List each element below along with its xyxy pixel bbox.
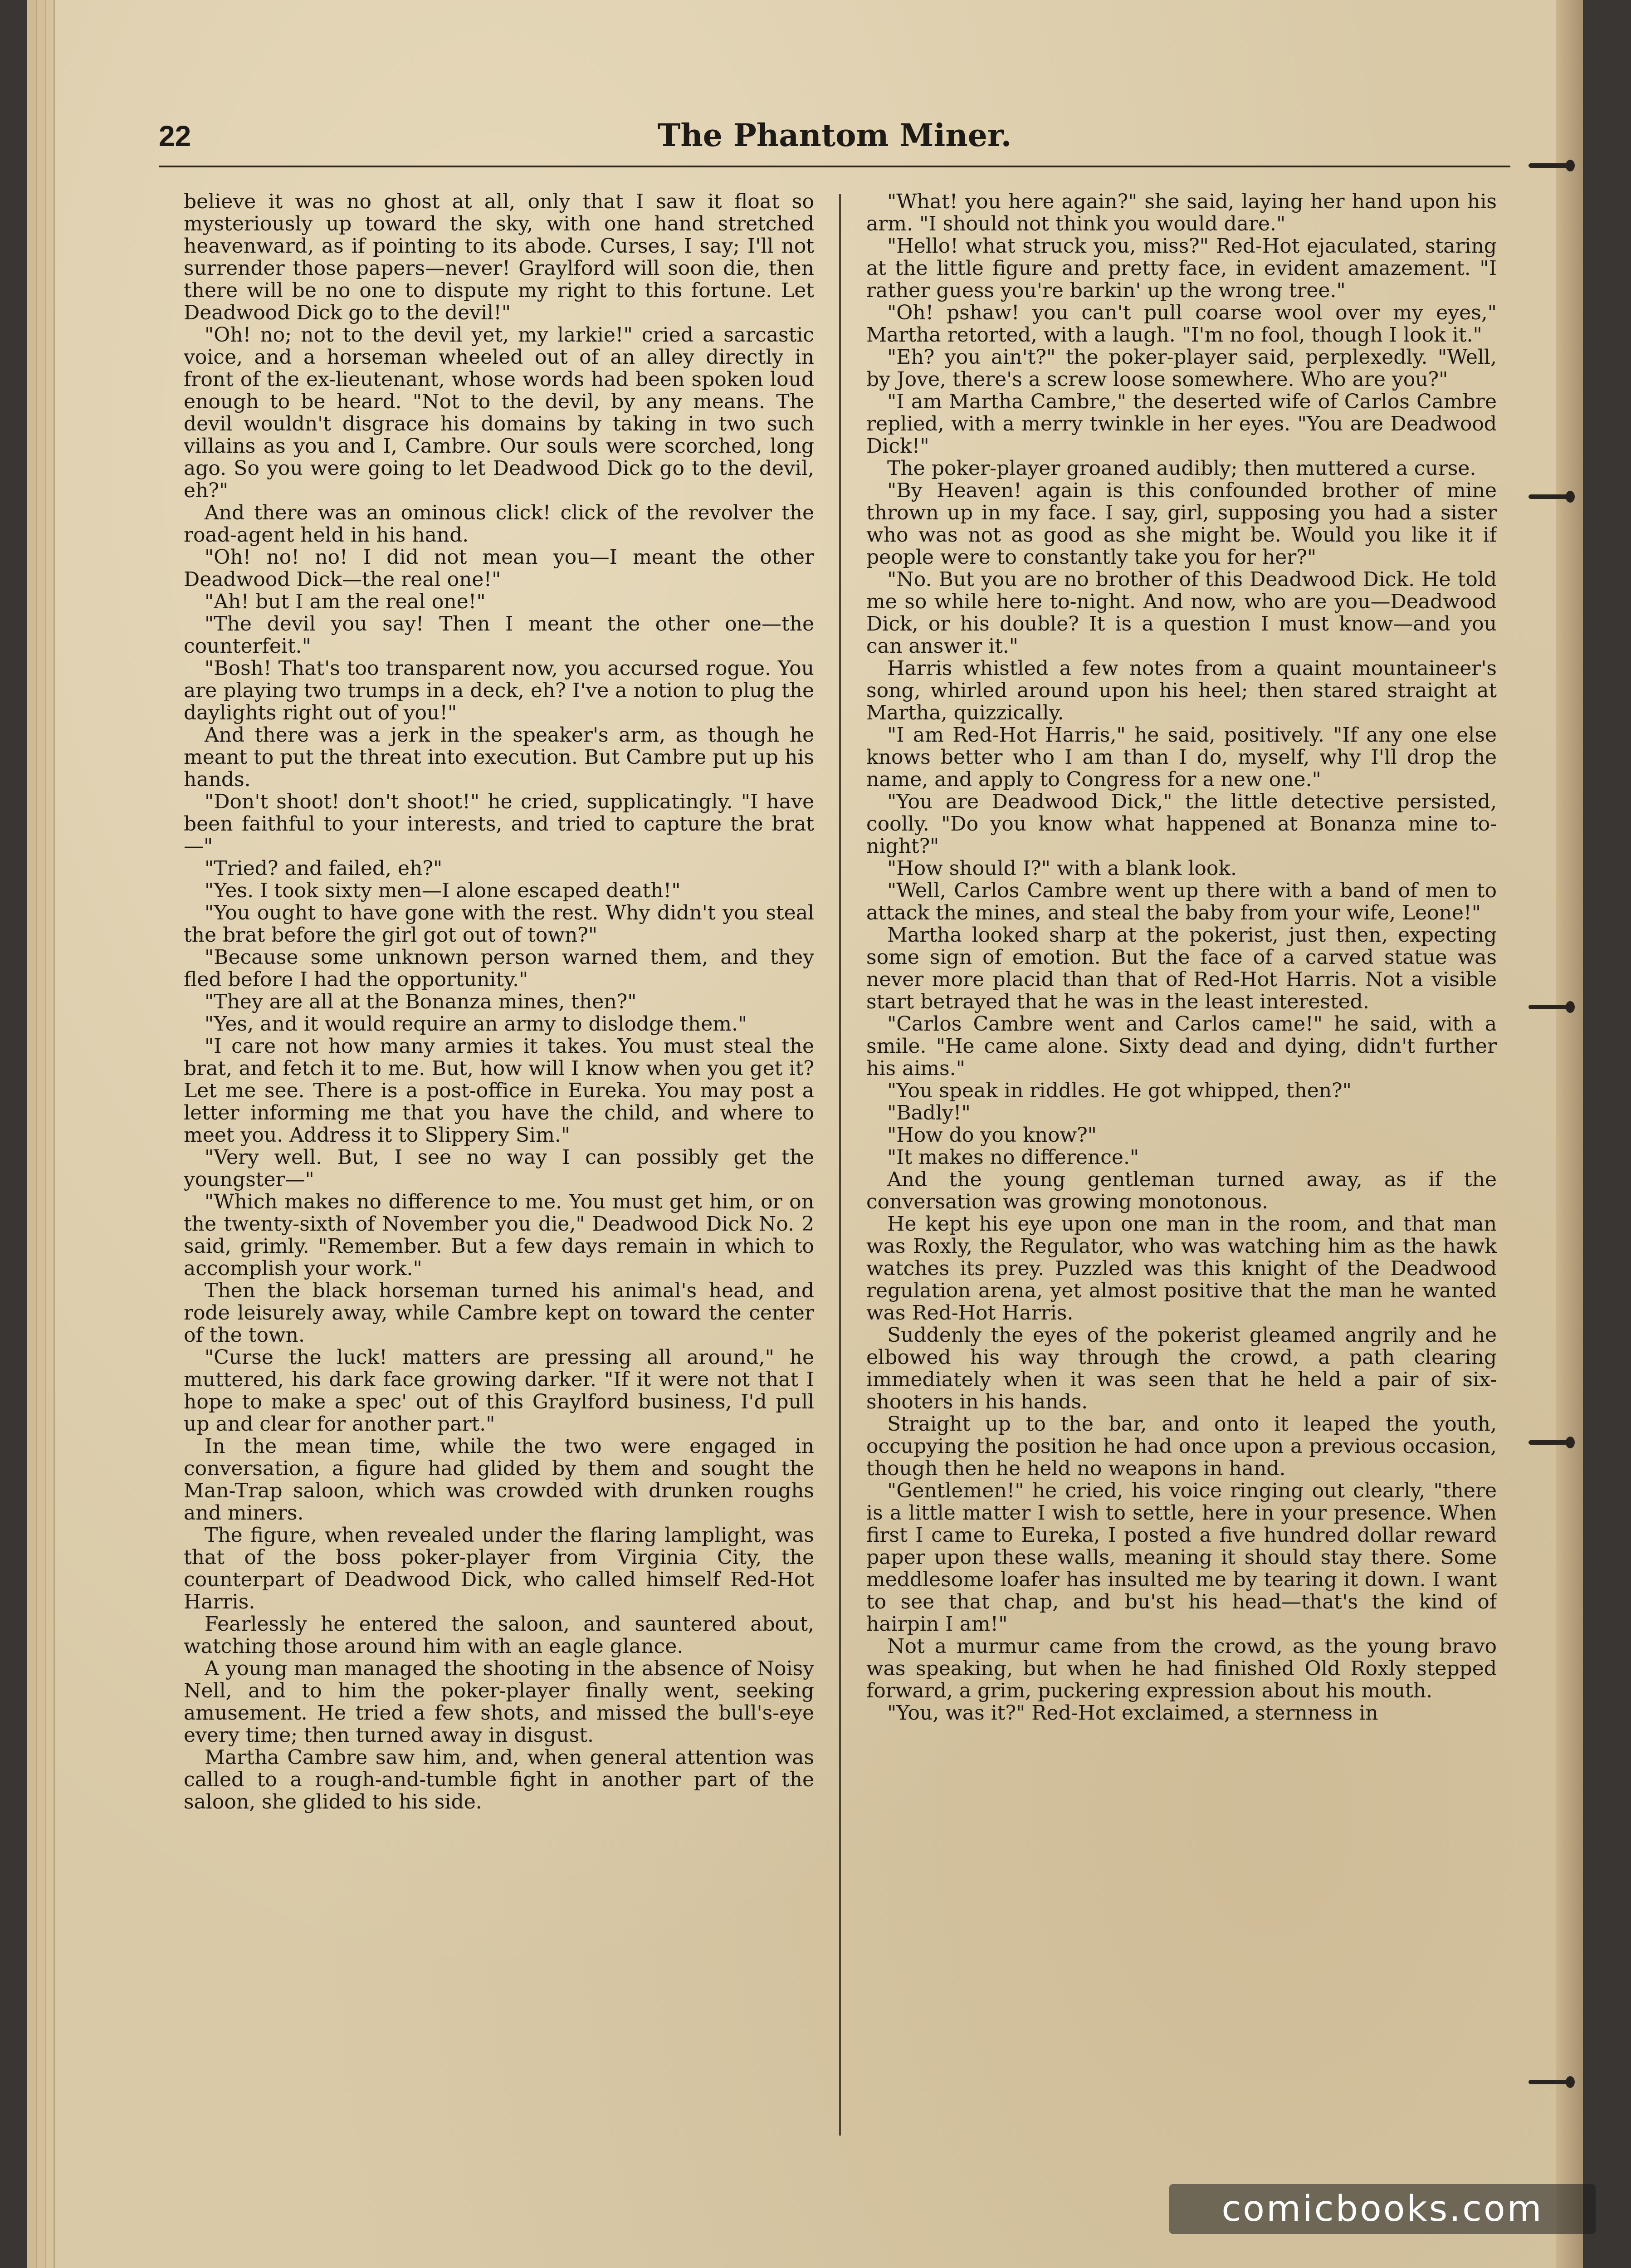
binding-staple [1528, 1005, 1569, 1009]
paragraph: Fearlessly he entered the saloon, and sauntered about, watching those around him with an eagle glance. [184, 1613, 814, 1658]
paragraph: "Yes. I took sixty men—I alone escaped death!" [205, 879, 681, 902]
paragraph: "Very well. But, I see no way I can possibly get the youngster—" [184, 1146, 814, 1191]
paragraph: "Gentlemen!" he cried, his voice ringing out clearly, "there is a little matter I wish to settle, here in your presence. When first I came to Eureka, I posted a five hundred dollar reward paper upon these walls, meaning it should stay there. Some meddlesome loafer has insulted me by tearing it down. I want to see that chap, and bu'st his head—that's the kind of hairpin I am!" [866, 1479, 1497, 1636]
paragraph: "Badly!" [887, 1101, 971, 1124]
page-number: 22 [159, 120, 191, 152]
paragraph: A young man managed the shooting in the absence of Noisy Nell, and to him the poker-player finally went, seeking amusement. He tried a few shots, and missed the bull's-eye every time; then turned away in disgust. [184, 1657, 814, 1747]
paragraph: "How do you know?" [887, 1124, 1097, 1147]
paragraph: And the young gentleman turned away, as if the conversation was growing monotonous. [866, 1168, 1497, 1213]
text-columns [184, 191, 1497, 2155]
running-header [159, 111, 1510, 167]
binding-strip [1556, 0, 1583, 2268]
paragraph: "I am Martha Cambre," the deserted wife of Carlos Cambre replied, with a merry twinkle in her eyes. "You are Deadwood Dick!" [866, 390, 1497, 458]
binding-staple [1528, 494, 1569, 499]
paragraph: Martha looked sharp at the pokerist, just then, expecting some sign of emotion. But the face of a carved statue was never more placid than that of Red-Hot Harris. Not a visible start betrayed that he was in the least interested. [866, 924, 1497, 1013]
paragraph: The poker-player groaned audibly; then muttered a curse. [887, 457, 1476, 480]
left-column [184, 191, 814, 2155]
paragraph: "They are all at the Bonanza mines, then?" [205, 990, 637, 1013]
paragraph: "How should I?" with a blank look. [887, 857, 1237, 880]
paragraph: Suddenly the eyes of the pokerist gleamed angrily and he elbowed his way through the crowd, a path clearing immediately when it was seen that he held a pair of six-shooters in his hands. [866, 1324, 1497, 1413]
paragraph: "You, was it?" Red-Hot exclaimed, a sternness in [887, 1701, 1378, 1725]
paragraph: "Oh! no; not to the devil yet, my larkie!" cried a sarcastic voice, and a horseman wheeled out of an alley directly in front of the ex-lieutenant, whose words had been spoken loud enough to be heard. "Not to the devil, by any means. The devil wouldn't disgrace his domains by taking in two such villains as you and I, Cambre. Our souls were scorched, long ago. So you were going to let Deadwood Dick go to the devil, eh?" [184, 323, 814, 502]
paragraph: "The devil you say! Then I meant the other one—the counterfeit." [184, 612, 814, 658]
running-title: The Phantom Miner. [657, 117, 1012, 154]
paragraph: "Curse the luck! matters are pressing all around," he muttered, his dark face growing darker. "If it were not that I hope to make a spec' out of this Graylford business, I'd pull up and clear for another part." [184, 1346, 814, 1436]
paragraph: "It makes no difference." [887, 1146, 1139, 1169]
paragraph: Not a murmur came from the crowd, as the young bravo was speaking, but when he had finished Old Roxly stepped forward, a grim, puckering expression about his mouth. [866, 1635, 1497, 1702]
paragraph: "I care not how many armies it takes. You must steal the brat, and fetch it to me. But, how will I know when you get it? Let me see. There is a post-office in Eureka. You may post a letter informing me that you have the child, and where to meet you. Address it to Slippery Sim." [184, 1035, 814, 1147]
paragraph: believe it was no ghost at all, only that I saw it float so mysteriously up toward the sky, with one hand stretched heavenward, as if pointing to its abode. Curses, I say; I'll not surrender those papers—never! Graylford will soon die, then there will be no one to dispute my right to this fortune. Let Deadwood Dick go to the devil!" [184, 191, 814, 324]
site-watermark: comicbooks.com [1169, 2184, 1596, 2234]
paragraph: "I am Red-Hot Harris," he said, positively. "If any one else knows better who I am than I do, myself, why I'll drop the name, and apply to Congress for a new one." [866, 723, 1497, 791]
paragraph: "By Heaven! again is this confounded brother of mine thrown up in my face. I say, girl, supposing you had a sister who was not as good as she might be. Would you like it if people were to constantly take you for her?" [866, 479, 1497, 569]
paragraph: "Carlos Cambre went and Carlos came!" he said, with a smile. "He came alone. Sixty dead and dying, didn't further his aims." [866, 1012, 1497, 1080]
paragraph: Then the black horseman turned his animal's head, and rode leisurely away, while Cambre kept on toward the center of the town. [184, 1279, 814, 1347]
page-edge [27, 0, 38, 2268]
paragraph: The figure, when revealed under the flaring lamplight, was that of the boss poker-player from Virginia City, the counterpart of Deadwood Dick, who called himself Red-Hot Harris. [184, 1524, 814, 1613]
paragraph: "No. But you are no brother of this Deadwood Dick. He told me so while here to-night. And now, who are you—Deadwood Dick, or his double? It is a question I must know—and you can answer it." [866, 568, 1497, 658]
paragraph: And there was a jerk in the speaker's arm, as though he meant to put the threat into execution. But Cambre put up his hands. [184, 723, 814, 791]
paragraph: "You are Deadwood Dick," the little detective persisted, coolly. "Do you know what happened at Bonanza mine to-night?" [866, 790, 1497, 858]
page-edge [46, 0, 55, 2268]
paragraph: "Oh! no! no! I did not mean you—I meant the other Deadwood Dick—the real one!" [184, 546, 814, 591]
paragraph: "Yes, and it would require an army to dislodge them." [205, 1012, 747, 1036]
binding-staple [1528, 2080, 1569, 2084]
page-edge [37, 0, 47, 2268]
paragraph: And there was an ominous click! click of the revolver the road-agent held in his hand. [184, 501, 814, 547]
paragraph: "Well, Carlos Cambre went up there with a band of men to attack the mines, and steal the baby from your wife, Leone!" [866, 879, 1497, 924]
paragraph: "Eh? you ain't?" the poker-player said, perplexedly. "Well, by Jove, there's a screw loose somewhere. Who are you?" [866, 346, 1497, 391]
paragraph: "Hello! what struck you, miss?" Red-Hot ejaculated, staring at the little figure and pretty face, in evident amazement. "I rather guess you're barkin' up the wrong tree." [866, 235, 1497, 302]
column-rule [839, 194, 841, 2136]
paragraph: "You speak in riddles. He got whipped, then?" [887, 1079, 1352, 1102]
paragraph: In the mean time, while the two were engaged in conversation, a figure had glided by them and sought the Man-Trap saloon, which was crowded with drunken roughs and miners. [184, 1435, 814, 1525]
paragraph: "You ought to have gone with the rest. Why didn't you steal the brat before the girl got out of town?" [184, 901, 814, 947]
paragraph: He kept his eye upon one man in the room, and that man was Roxly, the Regulator, who was watching him as the hawk watches its prey. Puzzled was this knight of the Deadwood regulation arena, yet almost positive that the man he wanted was Red-Hot Harris. [866, 1212, 1497, 1325]
paragraph: Harris whistled a few notes from a quaint mountaineer's song, whirled around upon his heel; then stared straight at Martha, quizzically. [866, 657, 1497, 724]
binding-staple [1528, 1440, 1569, 1445]
paragraph: Straight up to the bar, and onto it leaped the youth, occupying the position he had once upon a previous occasion, though then he held no weapons in hand. [866, 1413, 1497, 1480]
paragraph: "What! you here again?" she said, laying her hand upon his arm. "I should not think you would dare." [866, 191, 1497, 235]
paragraph: "Bosh! That's too transparent now, you accursed rogue. You are playing two trumps in a deck, eh? I've a notion to plug the daylights right out of you!" [184, 657, 814, 724]
right-column [866, 191, 1497, 2155]
paragraph: "Which makes no difference to me. You must get him, or on the twenty-sixth of November you die," Deadwood Dick No. 2 said, grimly. "Remember. But a few days remain in which to accomplish your work." [184, 1190, 814, 1280]
paragraph: Martha Cambre saw him, and, when general attention was called to a rough-and-tumble fight in another part of the saloon, she glided to his side. [184, 1746, 814, 1813]
book-page [27, 0, 1583, 2268]
paragraph: "Tried? and failed, eh?" [205, 857, 443, 880]
paragraph: "Because some unknown person warned them, and they fled before I had the opportunity." [184, 946, 814, 991]
binding-staple [1528, 163, 1569, 168]
paragraph: "Ah! but I am the real one!" [205, 590, 486, 613]
paragraph: "Don't shoot! don't shoot!" he cried, supplicatingly. "I have been faithful to your interests, and tried to capture the brat—" [184, 790, 814, 858]
paragraph: "Oh! pshaw! you can't pull coarse wool over my eyes," Martha retorted, with a laugh. "I'm no fool, though I look it." [866, 301, 1497, 347]
